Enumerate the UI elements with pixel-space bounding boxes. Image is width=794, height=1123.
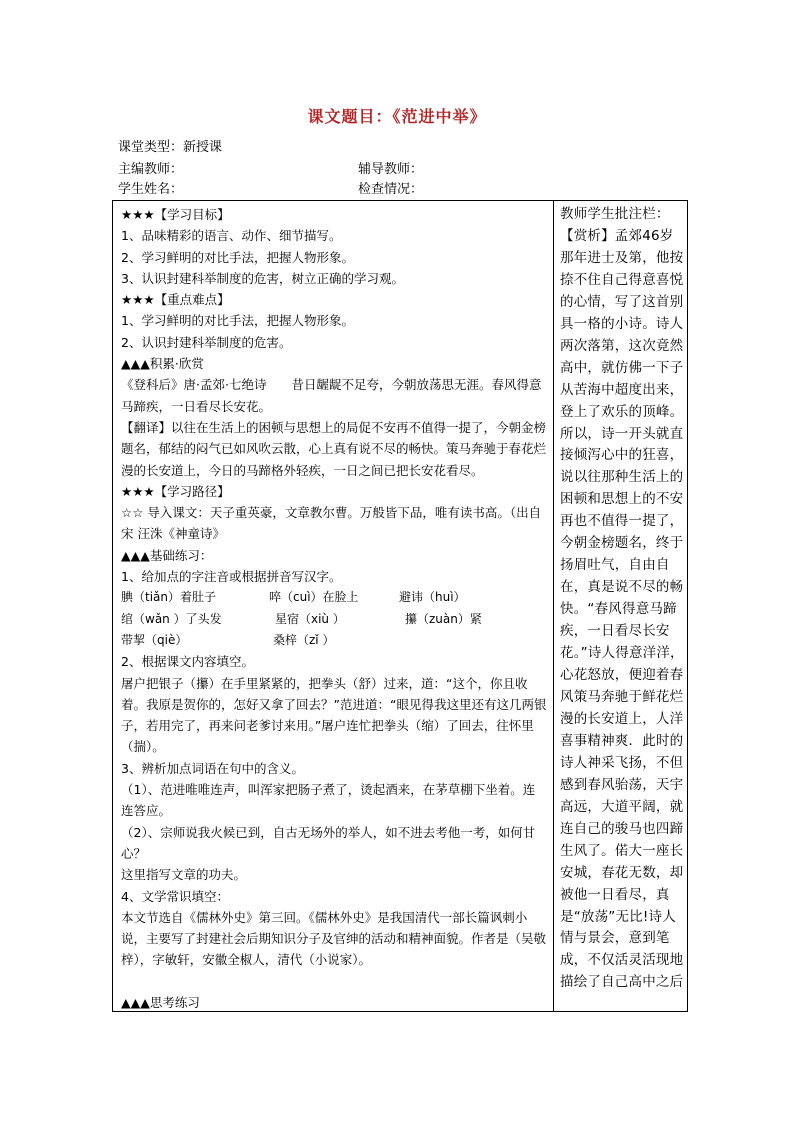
pinyin-row	[121, 630, 547, 651]
pinyin-row	[121, 587, 547, 608]
goal-item: 2、学习鲜明的对比手法，把握人物形象。	[121, 249, 354, 265]
chief-teacher-label: 主编教师：	[118, 162, 184, 177]
check-status-label: 检查情况：	[358, 182, 424, 197]
annotation-cell	[554, 201, 687, 1011]
student-name-label: 学生姓名：	[118, 182, 184, 197]
question-3: 3、辨析加点词语在句中的含义。	[121, 760, 304, 776]
intro-text: ☆☆ 导入课文：天子重英豪，文章教尔曹。万般皆下品，唯有读书高。（出自宋 汪洙《神童诗》	[121, 505, 542, 542]
course-type: 课堂类型：新授课	[118, 140, 223, 155]
basic-practice-heading: ▲▲▲基础练习：	[121, 547, 213, 563]
pinyin-item: 避讳（huì）	[399, 590, 466, 605]
translation-text: 【翻译】以往在生活上的困顿与思想上的局促不安再不值得一提了，今朝金榜题名，郁结的闷气已如风吹云散，心上真有说不尽的畅快。策马奔驰于春花烂漫的长安道上，今日的马蹄格外轻疾，一日之间已把长安花看尽。	[121, 419, 547, 478]
question-4: 4、文学常识填空：	[121, 888, 229, 904]
spacer	[121, 971, 547, 992]
key-point-item: 2、认识封建科举制度的危害。	[121, 334, 292, 350]
annotation-heading: 教师学生批注栏：	[560, 206, 670, 222]
question-2: 2、根据课文内容填空。	[121, 654, 254, 670]
goals-heading: ★★★【学习目标】	[121, 207, 230, 222]
learning-path-heading: ★★★【学习路径】	[121, 483, 230, 499]
poem-text: 《登科后》唐·孟郊·七绝诗 昔日龌龊不足夸，今朝放荡思无涯。春风得意马蹄疾，一日看尽长安花。	[121, 377, 542, 414]
teacher-row	[118, 160, 424, 180]
question-1: 1、给加点的字注音或根据拼音写汉字。	[121, 569, 342, 585]
thinking-practice-heading: ▲▲▲思考练习	[121, 994, 200, 1010]
lesson-content-cell	[113, 201, 554, 1011]
pinyin-item: 星宿（xiù ）	[275, 611, 345, 626]
goal-item: 1、品味精彩的语言、动作、细节描写。	[121, 228, 342, 244]
key-points-heading: ★★★【重点难点】	[121, 292, 230, 308]
assistant-teacher-label: 辅导教师：	[358, 162, 424, 177]
pinyin-row	[121, 609, 547, 630]
pinyin-item: 桑梓（zǐ ）	[273, 632, 335, 647]
goal-item: 3、认识封建科举制度的危害，树立正确的学习观。	[121, 270, 404, 286]
question-3-answer: 这里指写文章的功夫。	[121, 867, 247, 883]
question-3-item: （1）、范进唯唯连声，叫浑家把肠子煮了，烫起酒来，在茅草棚下坐着。连连答应。	[121, 782, 536, 819]
pinyin-item: 啐（cuì）在脸上	[269, 590, 359, 605]
pinyin-item: 腆（tiǎn）着肚子	[121, 590, 216, 605]
question-4-text: 本文节选自《儒林外史》第三回。《儒林外史》是我国清代一部长篇讽刺小说，主要写了封建社会后期知识分子及官绅的活动和精神面貌。作者是（吴敬梓），字敏轩，安徽全椒人，清代（小说家）。	[121, 909, 547, 968]
lesson-table	[112, 200, 688, 1012]
pinyin-item: 攥（zuàn）紧	[405, 611, 482, 626]
question-2-text: 屠户把银子（攥）在手里紧紧的，把拳头（舒）过来，道：“这个，你且收着。我原是贺你的，怎好又拿了回去？”范进道：“眼见得我这里还有这几两银子，若用完了，再来问老爹讨来用。”屠户连忙把拳头（缩）了回去，往怀里（揣）。	[121, 675, 547, 755]
key-point-item: 1、学习鲜明的对比手法，把握人物形象。	[121, 313, 354, 329]
pinyin-item: 绾（wǎn ）了头发	[121, 611, 222, 626]
student-row	[118, 180, 424, 200]
page-title: 课文题目：《范进中举》	[307, 107, 487, 126]
pinyin-item: 带挈（qiè）	[121, 632, 188, 647]
annotation-text: 【赏析】孟郊46岁那年进士及第，他按捺不住自己得意喜悦的心情，写了这首别具一格的小诗。诗人两次落第，这次竟然高中，就仿佛一下子从苦海中超度出来，登上了欢乐的顶峰。所以，诗一开头就直接倾泻心中的狂喜，说以往那种生活上的困顿和思想上的不安再也不值得一提了，今朝金榜题名，终于扬眉吐气，自由自在，真是说不尽的畅快。“春风得意马蹄疾，一日看尽长安花。”诗人得意洋洋，心花怒放，便迎着春风策马奔驰于鲜花烂漫的长安道上，人洋喜事精神爽．此时的诗人神采飞扬，不但感到春风骀荡，天宇高远，大道平阔，就连自己的骏马也四蹄生风了。偌大一座长安城，春花无数，却被他一日看尽，真是“放荡”无比!诗人情与景会，意到笔成，不仅活灵活现地描绘了自己高中之后	[560, 227, 684, 991]
question-3-item: （2）、宗师说我火候已到，自古无场外的举人，如不进去考他一考，如何甘心？	[121, 824, 536, 861]
accumulation-heading: ▲▲▲积累·欣赏	[121, 356, 204, 372]
